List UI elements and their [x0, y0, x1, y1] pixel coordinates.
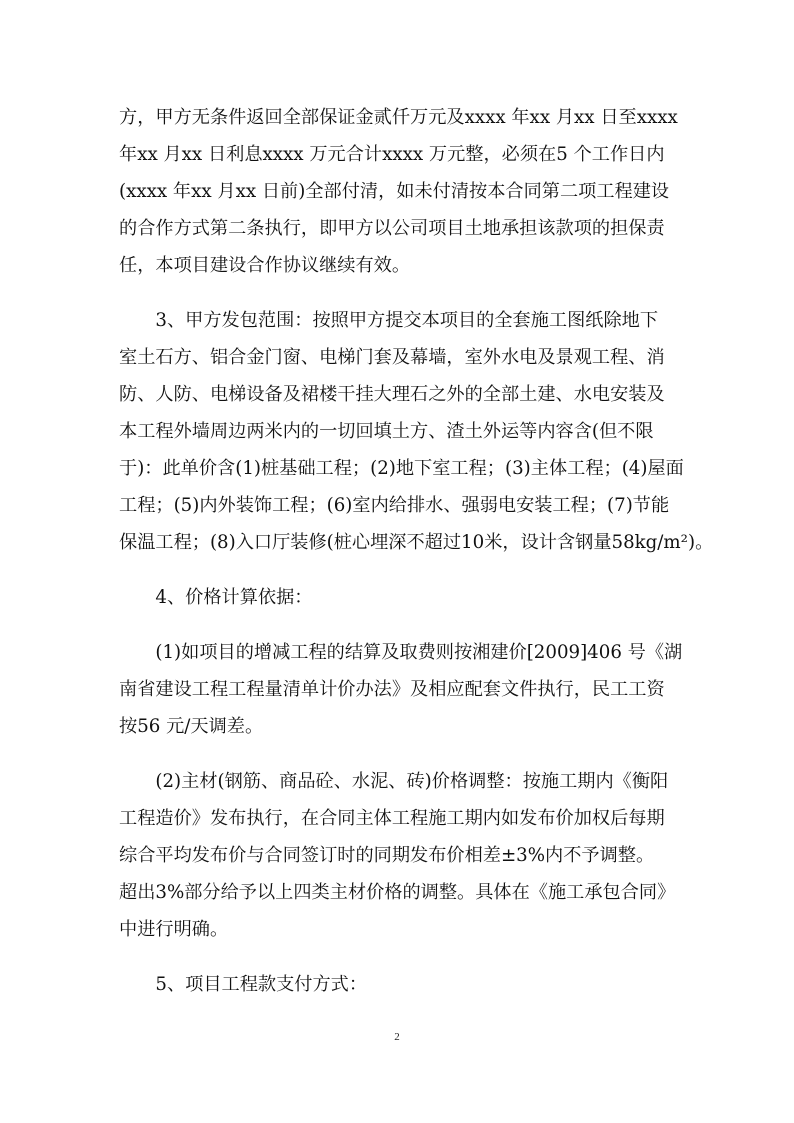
paragraph-line: 任，本项目建设合作协议继续有效。 — [119, 255, 411, 276]
section-heading: 4、价格计算依据： — [119, 587, 313, 608]
paragraph-line: (2)主材(钢筋、商品砼、水泥、砖)价格调整：按施工期内《衡阳 — [119, 771, 669, 792]
paragraph-line: 年xx 月xx 日利息xxxx 万元合计xxxx 万元整，必须在5 个工作日内 — [119, 144, 665, 165]
paragraph-line: (xxxx 年xx 月xx 日前)全部付清，如未付清按本合同第二项工程建设 — [119, 181, 670, 202]
paragraph-line: 中进行明确。 — [119, 919, 229, 940]
paragraph-line: 方，甲方无条件返回全部保证金贰仟万元及xxxx 年xx 月xx 日至xxxx — [119, 107, 678, 128]
paragraph-line: 保温工程；(8)入口厅装修(桩心埋深不超过10米，设计含钢量58kg/m²)。 — [119, 532, 714, 553]
paragraph-line: 工程；(5)内外装饰工程；(6)室内给排水、强弱电安装工程；(7)节能 — [119, 495, 670, 516]
paragraph-line: (1)如项目的增减工程的结算及取费则按湘建价[2009]406 号《湖 — [119, 642, 683, 663]
paragraph-line: 本工程外墙周边两米内的一切回填土方、渣土外运等内容含(但不限 — [119, 421, 654, 442]
paragraph-line: 防、人防、电梯设备及裙楼干挂大理石之外的全部土建、水电安装及 — [119, 384, 665, 405]
paragraph-line: 按56 元/天调差。 — [119, 716, 264, 737]
paragraph-line: 3、甲方发包范围：按照甲方提交本项目的全套施工图纸除地下 — [119, 310, 659, 331]
paragraph-line: 室土石方、铝合金门窗、电梯门套及幕墙，室外水电及景观工程、消 — [119, 347, 665, 368]
paragraph-line: 南省建设工程工程量清单计价办法》及相应配套文件执行，民工工资 — [119, 679, 665, 700]
paragraph-line: 综合平均发布价与合同签订时的同期发布价相差±3%内不予调整。 — [119, 845, 655, 866]
paragraph-line: 的合作方式第二条执行，即甲方以公司项目土地承担该款项的担保责 — [119, 218, 665, 239]
paragraph-line: 超出3%部分给予以上四类主材价格的调整。具体在《施工承包合同》 — [119, 882, 676, 903]
paragraph-line: 工程造价》发布执行，在合同主体工程施工期内如发布价加权后每期 — [119, 808, 665, 829]
page-number: 2 — [394, 1031, 400, 1043]
section-heading: 5、项目工程款支付方式： — [119, 974, 368, 995]
paragraph-line: 于)：此单价含(1)桩基础工程；(2)地下室工程；(3)主体工程；(4)屋面 — [119, 458, 684, 479]
